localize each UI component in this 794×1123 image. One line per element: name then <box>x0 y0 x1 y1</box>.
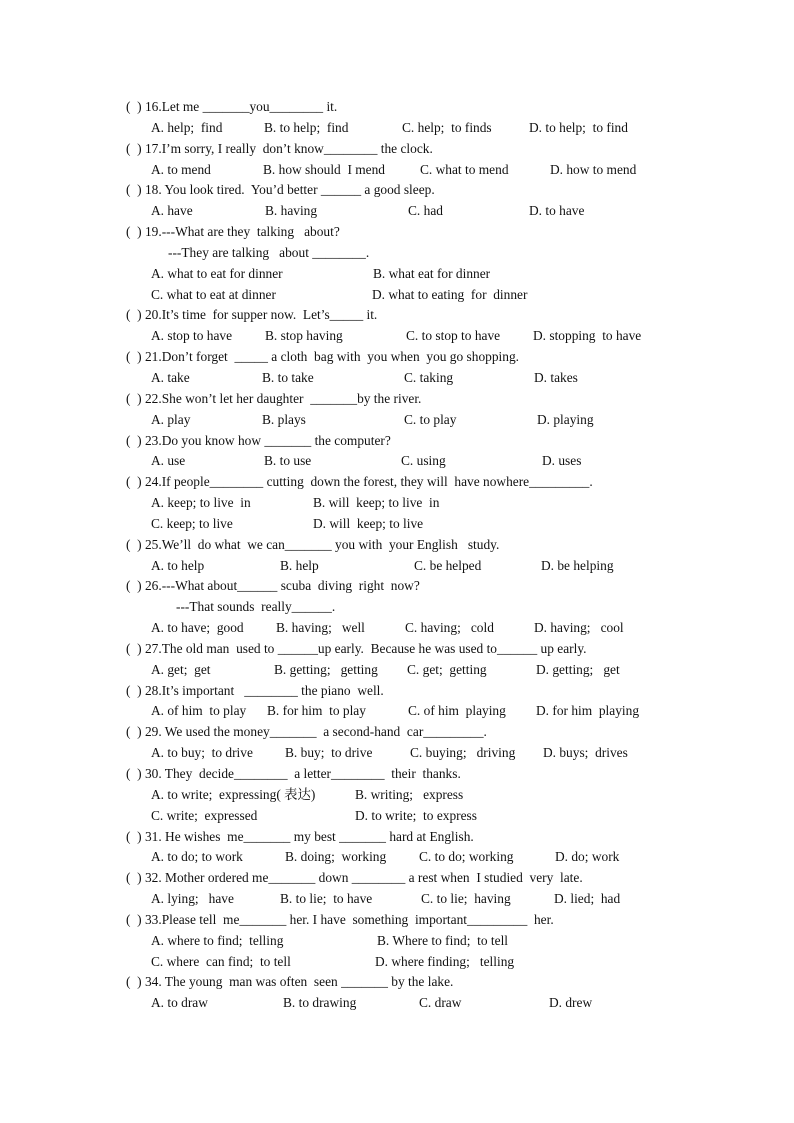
option-row <box>0 993 794 1014</box>
answer-option: B. to lie; to have <box>280 891 373 907</box>
answer-option: A. to buy; to drive <box>151 745 253 761</box>
answer-option: B. doing; working <box>285 849 387 865</box>
option-row <box>0 952 794 973</box>
question-continuation: ---They are talking about ________. <box>168 244 370 260</box>
option-row <box>0 514 794 535</box>
option-row <box>0 847 794 868</box>
answer-option: B. to take <box>262 369 314 385</box>
answer-option: B. to drawing <box>283 995 357 1011</box>
answer-option: D. playing <box>537 411 594 427</box>
answer-option: D. stopping to have <box>533 328 642 344</box>
question-stem: ( ) 31. He wishes me_______ my best _______ hard at English. <box>126 828 474 844</box>
option-row <box>0 618 794 639</box>
option-row <box>0 368 794 389</box>
question-stem: ( ) 24.If people________ cutting down the forest, they will have nowhere_________. <box>126 474 593 490</box>
question-stem: ( ) 26.---What about______ scuba diving right now? <box>126 578 420 594</box>
answer-option: C. what to eat at dinner <box>151 286 276 302</box>
option-row <box>0 660 794 681</box>
answer-option: D. lied; had <box>554 891 621 907</box>
answer-option: D. buys; drives <box>543 745 628 761</box>
answer-option: A. to have; good <box>151 620 244 636</box>
option-row <box>0 160 794 181</box>
answer-option: C. of him playing <box>408 703 506 719</box>
answer-option: D. where finding; telling <box>375 953 515 969</box>
answer-option: D. do; work <box>555 849 620 865</box>
answer-option: A. help; find <box>151 119 223 135</box>
option-row <box>0 785 794 806</box>
answer-option: A. to do; to work <box>151 849 243 865</box>
option-row <box>0 285 794 306</box>
question-stem: ( ) 25.We’ll do what we can_______ you with your English study. <box>126 536 500 552</box>
answer-option: C. to lie; having <box>421 891 511 907</box>
answer-option: D. how to mend <box>550 161 637 177</box>
answer-option: A. take <box>151 369 190 385</box>
option-row <box>0 326 794 347</box>
question-stem: ( ) 30. They decide________ a letter________ their thanks. <box>126 766 461 781</box>
answer-option: C. get; getting <box>407 661 487 677</box>
answer-option: D. to help; to find <box>529 119 628 135</box>
answer-option: A. use <box>151 453 186 469</box>
answer-option: A. stop to have <box>151 328 233 344</box>
answer-option: B. writing; express <box>355 786 464 802</box>
option-row <box>0 701 794 722</box>
answer-option: A. where to find; telling <box>151 932 284 948</box>
answer-option: C. what to mend <box>420 161 509 177</box>
answer-option: A. to mend <box>151 161 211 177</box>
question-stem: ( ) 32. Mother ordered me_______ down ________ a rest when I studied very late. <box>126 870 583 886</box>
answer-option: C. be helped <box>414 557 482 573</box>
answer-option: C. to play <box>404 411 457 427</box>
answer-option: A. lying; have <box>151 891 234 907</box>
question-stem: ( ) 17.I’m sorry, I really don’t know________ the clock. <box>126 140 433 156</box>
answer-option: C. to stop to have <box>406 328 501 344</box>
answer-option: D. will keep; to live <box>313 515 424 531</box>
answer-option: D. to have <box>529 203 585 219</box>
answer-option: D. getting; get <box>536 661 620 677</box>
answer-option: C. buying; driving <box>410 745 516 761</box>
answer-option: C. where can find; to tell <box>151 953 291 969</box>
answer-option: B. for him to play <box>267 703 366 719</box>
answer-option: A. to help <box>151 557 205 573</box>
answer-option: B. will keep; to live in <box>313 495 440 511</box>
question-stem: ( ) 28.It’s important ________ the piano well. <box>126 682 384 698</box>
answer-option: B. to help; find <box>264 119 349 135</box>
answer-option: A. get; get <box>151 661 211 677</box>
option-row <box>0 264 794 285</box>
question-stem: ( ) 16.Let me _______you________ it. <box>126 99 338 114</box>
option-row <box>0 889 794 910</box>
answer-option: B. stop having <box>265 328 343 344</box>
answer-option: D. what to eating for dinner <box>372 286 528 302</box>
answer-option: D. takes <box>534 369 578 385</box>
option-row <box>0 931 794 952</box>
question-stem: ( ) 21.Don’t forget _____ a cloth bag with you when you go shopping. <box>126 349 519 365</box>
answer-option: B. plays <box>262 411 306 427</box>
answer-option: D. uses <box>542 453 582 469</box>
answer-option: D. drew <box>549 995 593 1011</box>
answer-option: B. having <box>265 203 318 219</box>
option-row <box>0 556 794 577</box>
answer-option: A. to write; expressing( 表达) <box>151 786 316 802</box>
answer-option: A. of him to play <box>151 703 247 719</box>
option-row <box>0 451 794 472</box>
answer-option: D. to write; to express <box>355 807 477 823</box>
question-stem: ( ) 29. We used the money_______ a second-hand car_________. <box>126 724 487 740</box>
answer-option: C. taking <box>404 369 454 385</box>
question-stem: ( ) 20.It’s time for supper now. Let’s_____ it. <box>126 307 378 323</box>
answer-option: B. to use <box>264 453 312 469</box>
answer-option: C. had <box>408 203 443 219</box>
option-row <box>0 118 794 139</box>
answer-option: C. keep; to live <box>151 515 233 531</box>
option-row <box>0 493 794 514</box>
question-stem: ( ) 22.She won’t let her daughter _______by the river. <box>126 390 422 406</box>
question-stem: ( ) 34. The young man was often seen _______ by the lake. <box>126 974 454 990</box>
answer-option: C. write; expressed <box>151 807 258 823</box>
answer-option: B. getting; getting <box>274 661 378 677</box>
answer-option: B. what eat for dinner <box>373 265 491 281</box>
answer-option: A. to draw <box>151 995 208 1011</box>
answer-option: C. having; cold <box>405 620 494 636</box>
answer-option: D. be helping <box>541 557 614 573</box>
answer-option: D. for him playing <box>536 703 640 719</box>
answer-option: C. to do; working <box>419 849 514 865</box>
option-row <box>0 806 794 827</box>
option-row <box>0 410 794 431</box>
question-stem: ( ) 19.---What are they talking about? <box>126 224 340 240</box>
answer-option: A. have <box>151 203 193 219</box>
answer-option: B. having; well <box>276 620 365 636</box>
answer-option: D. having; cool <box>534 620 624 636</box>
answer-option: C. draw <box>419 995 462 1011</box>
answer-option: C. help; to finds <box>402 119 492 135</box>
answer-option: B. help <box>280 557 319 573</box>
question-stem: ( ) 18. You look tired. You’d better ______ a good sleep. <box>126 182 435 198</box>
question-stem: ( ) 23.Do you know how _______ the computer? <box>126 432 391 448</box>
answer-option: A. keep; to live in <box>151 495 251 511</box>
answer-option: A. play <box>151 411 191 427</box>
option-row <box>0 743 794 764</box>
question-stem: ( ) 33.Please tell me_______ her. I have something important_________ her. <box>126 911 554 927</box>
question-continuation: ---That sounds really______. <box>176 599 336 615</box>
question-stem: ( ) 27.The old man used to ______up early. Because he was used to______ up early. <box>126 640 587 656</box>
exercise-page <box>0 97 794 1014</box>
answer-option: C. using <box>401 453 446 469</box>
option-row <box>0 201 794 222</box>
answer-option: B. buy; to drive <box>285 745 373 761</box>
answer-option: A. what to eat for dinner <box>151 265 283 281</box>
answer-option: B. Where to find; to tell <box>377 932 509 948</box>
answer-option: B. how should I mend <box>263 161 385 177</box>
